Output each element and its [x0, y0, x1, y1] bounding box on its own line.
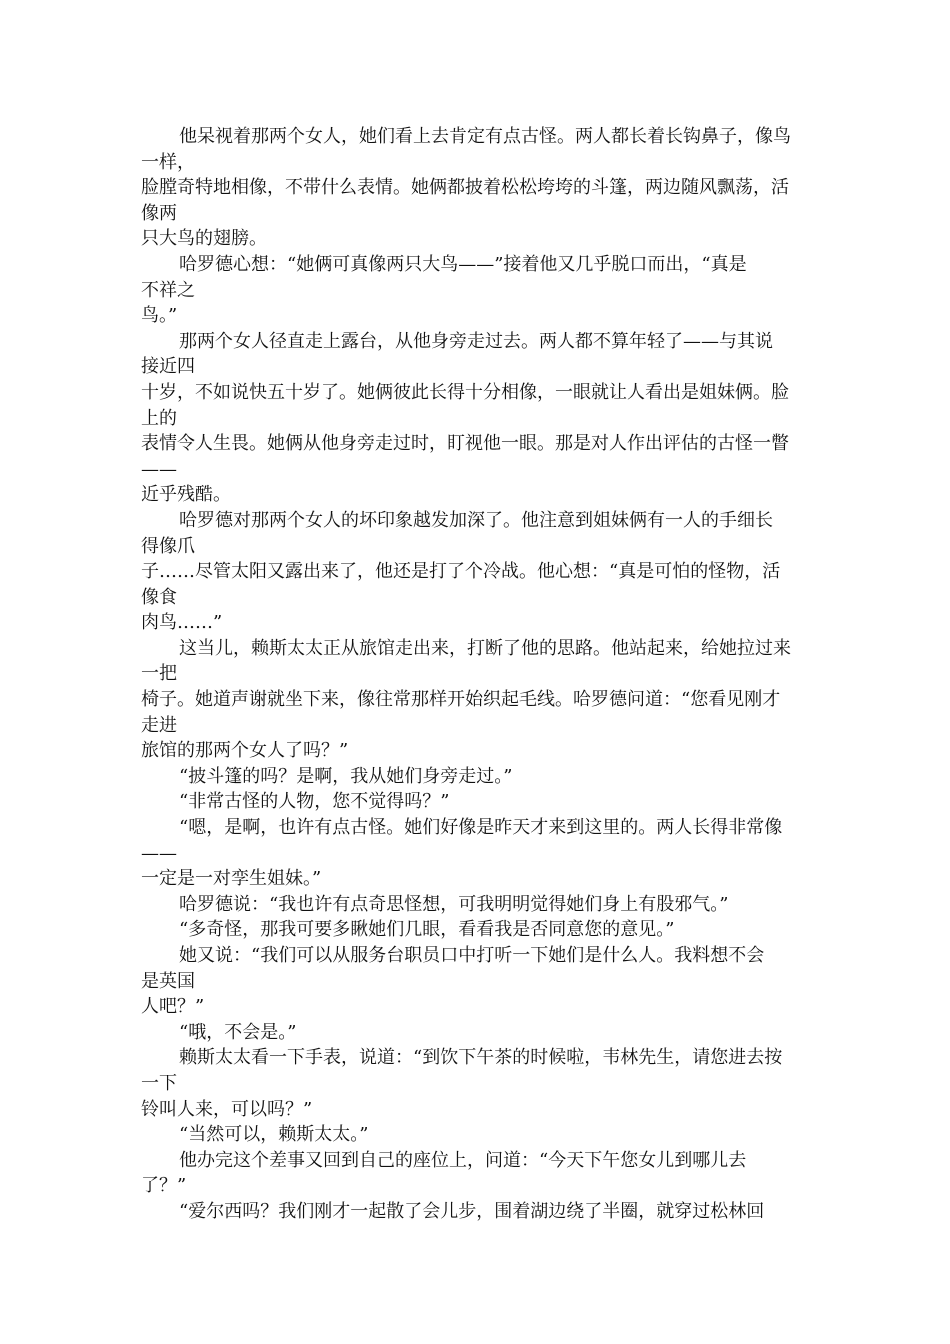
text-line: 近乎残酷。: [141, 484, 231, 506]
text-line: 她又说：“我们可以从服务台职员口中打听一下她们是什么人。我料想不会: [179, 945, 765, 966]
text-line: ——: [141, 842, 177, 864]
text-line: 得像爪: [141, 535, 195, 557]
text-line: “披斗篷的吗？是啊，我从她们身旁走过。”: [179, 765, 513, 787]
text-line: “哦，不会是。”: [179, 1021, 297, 1043]
text-line: 鸟。”: [141, 305, 178, 327]
text-line: 一下: [141, 1072, 177, 1094]
text-line: 不祥之: [141, 279, 195, 301]
text-line: 接近四: [141, 356, 195, 378]
text-line: 像食: [141, 586, 177, 608]
text-line: 一把: [141, 663, 177, 685]
text-line: 像两: [141, 202, 177, 224]
document-body: [141, 124, 816, 1225]
text-line: 铃叫人来，可以吗？”: [141, 1098, 313, 1120]
text-line: “嗯，是啊，也许有点古怪。她们好像是昨天才来到这里的。两人长得非常像: [179, 817, 783, 839]
text-line: 一样，: [141, 151, 195, 173]
text-line: 椅子。她道声谢就坐下来，像往常那样开始织起毛线。哈罗德问道：“您看见刚才: [141, 689, 781, 711]
text-line: 旅馆的那两个女人了吗？”: [141, 740, 349, 762]
text-line: 这当儿，赖斯太太正从旅馆走出来，打断了他的思路。他站起来，给她拉过来: [179, 637, 791, 659]
text-line: 人吧？”: [141, 996, 205, 1018]
text-line: 肉鸟……”: [141, 612, 223, 634]
text-line: “非常古怪的人物，您不觉得吗？”: [179, 791, 450, 813]
text-line: 只大鸟的翅膀。: [141, 228, 267, 250]
text-line: 赖斯太太看一下手表，说道：“到饮下午茶的时候啦，韦林先生，请您进去按: [179, 1047, 783, 1069]
text-line: “爱尔西吗？我们刚才一起散了会儿步，围着湖边绕了半圈，就穿过松林回: [179, 1200, 765, 1222]
text-line: 一定是一对孪生姐妹。”: [141, 868, 322, 890]
text-line: 走进: [141, 714, 177, 736]
text-line: 表情令人生畏。她俩从他身旁走过时，盯视他一眼。那是对人作出评估的古怪一瞥: [141, 433, 789, 455]
text-line: “多奇怪，那我可要多瞅她们几眼，看看我是否同意您的意见。”: [179, 919, 675, 941]
text-line: 十岁，不如说快五十岁了。她俩彼此长得十分相像，一眼就让人看出是姐妹俩。脸: [141, 381, 789, 403]
text-line: “当然可以，赖斯太太。”: [179, 1124, 369, 1146]
text-line: 他呆视着那两个女人，她们看上去肯定有点古怪。两人都长着长钩鼻子，像鸟: [179, 126, 791, 147]
text-line: 哈罗德说：“我也许有点奇思怪想，可我明明觉得她们身上有股邪气。”: [179, 893, 729, 915]
text-line: 脸膛奇特地相像，不带什么表情。她俩都披着松松垮垮的斗篷，两边随风飘荡，活: [141, 177, 789, 199]
text-line: 是英国: [141, 970, 195, 992]
text-line: 哈罗德对那两个女人的坏印象越发加深了。他注意到姐妹俩有一人的手细长: [179, 509, 773, 531]
text-line: 那两个女人径直走上露台，从他身旁走过去。两人都不算年轻了——与其说: [179, 330, 773, 352]
text-line: 哈罗德心想：“她俩可真像两只大鸟——”接着他又几乎脱口而出，“真是: [179, 253, 747, 275]
text-line: 了？”: [141, 1175, 187, 1197]
text-line: 上的: [141, 407, 177, 429]
text-line: 子……尽管太阳又露出来了，他还是打了个冷战。他心想：“真是可怕的怪物，活: [141, 561, 781, 583]
text-line: ——: [141, 458, 177, 480]
text-line: 他办完这个差事又回到自己的座位上，问道：“今天下午您女儿到哪儿去: [179, 1149, 747, 1171]
